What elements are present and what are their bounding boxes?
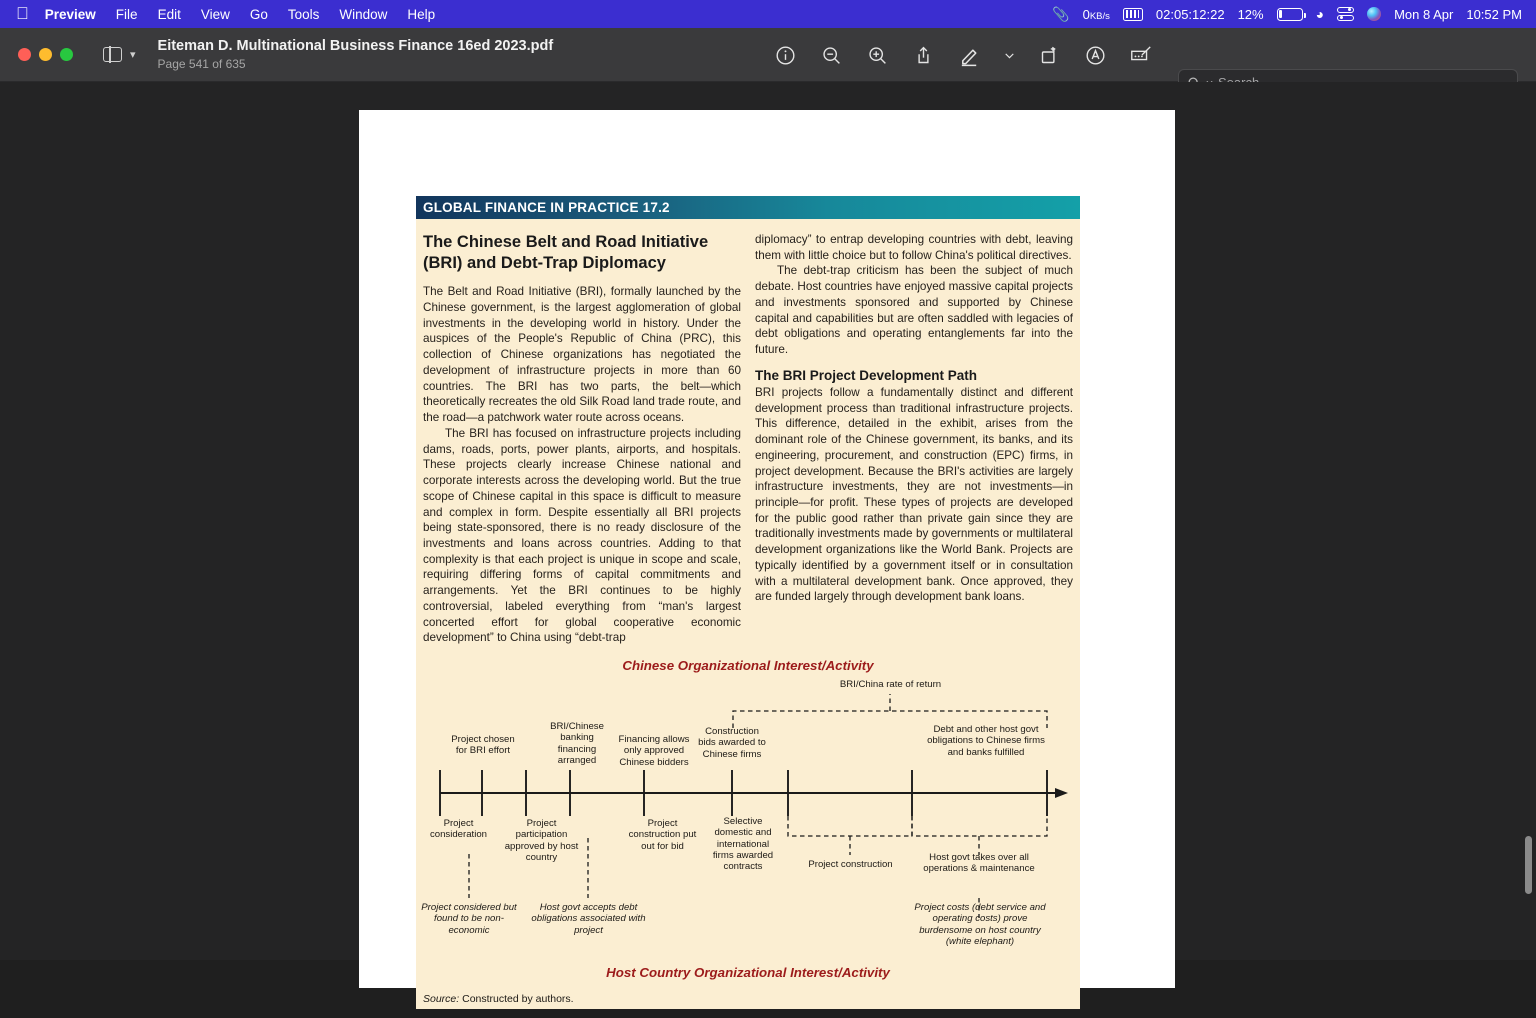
- paperclip-icon[interactable]: 📎: [1052, 5, 1070, 22]
- bracket-bottom-project-construction: [788, 816, 912, 836]
- event-label-above-2: BRI/Chinese banking financing arranged: [550, 721, 604, 767]
- wifi-icon[interactable]: ◕: [1315, 6, 1325, 22]
- right-paragraph-1: diplomacy” to entrap developing countries with debt, leaving them with little choice but to follow China's political directives.: [755, 233, 1073, 262]
- bracket-bottom-host-govt: [912, 816, 1047, 836]
- rotate-icon[interactable]: [1026, 36, 1072, 74]
- left-column: [423, 232, 741, 646]
- menu-bar-status-area: [1052, 6, 1522, 23]
- menu-bar-time[interactable]: 10:52 PM: [1466, 6, 1522, 22]
- zoom-out-icon[interactable]: [808, 36, 854, 74]
- global-finance-banner: [416, 196, 1080, 219]
- share-icon[interactable]: [900, 36, 946, 74]
- article-title: The Chinese Belt and Road Initiative (BRI) and Debt-Trap Diplomacy: [423, 233, 709, 273]
- menu-item-edit[interactable]: Edit: [144, 6, 169, 22]
- bracket-label-rate-of-return: BRI/China rate of return: [839, 679, 942, 691]
- chevron-down-icon[interactable]: ▾: [130, 49, 136, 61]
- source-text: Constructed by authors.: [462, 993, 574, 1005]
- event-label-below-2: Project participation approved by host country: [504, 818, 579, 864]
- close-window-button[interactable]: [18, 48, 31, 61]
- document-title-block: [158, 37, 554, 72]
- menu-item-file[interactable]: File: [103, 6, 125, 22]
- annotation-project-costs: Project costs (debt service and operating costs) prove burdensome on host country (white elephant): [914, 902, 1046, 948]
- event-label-below-1: Project consideration: [429, 818, 488, 841]
- event-label-above-3: Financing allows only approved Chinese bidders: [618, 734, 690, 768]
- cpu-monitor-icon[interactable]: [1123, 8, 1143, 21]
- window-controls: [18, 48, 73, 61]
- document-title: Eiteman D. Multinational Business Finance 16ed 2023.pdf: [157, 37, 554, 54]
- maximize-window-button[interactable]: [60, 48, 73, 61]
- page-indicator: Page 541 of 635: [157, 57, 246, 72]
- menu-item-view[interactable]: View: [188, 6, 218, 22]
- event-label-below-3: Project construction put out for bid: [628, 818, 697, 852]
- source-label: Source:: [423, 993, 460, 1005]
- right-column: [755, 232, 1073, 646]
- event-label-above-1: Project chosen for BRI effort: [451, 734, 515, 757]
- preview-toolbar: [762, 28, 1164, 82]
- vertical-scrollbar[interactable]: [1525, 836, 1532, 894]
- right-subheading: The BRI Project Development Path: [755, 367, 978, 383]
- uptime-indicator[interactable]: 02:05:12:22: [1155, 6, 1225, 22]
- annotation-non-economic: Project considered but found to be non-economic: [421, 902, 517, 936]
- info-icon[interactable]: [762, 36, 808, 74]
- article-body: [416, 219, 1080, 1018]
- menu-item-preview[interactable]: Preview: [32, 6, 84, 22]
- control-center-icon[interactable]: [1337, 7, 1354, 21]
- sidebar-toggle-button[interactable]: [103, 47, 136, 62]
- menu-item-window[interactable]: Window: [326, 6, 375, 22]
- zoom-in-icon[interactable]: [854, 36, 900, 74]
- network-speed-indicator[interactable]: 0KB/s: [1082, 6, 1110, 22]
- event-label-above-5: Debt and other host govt obligations to Chinese firms and banks fulfilled: [927, 724, 1045, 758]
- preview-window: [0, 28, 1536, 1005]
- global-finance-box: [416, 196, 1080, 1009]
- annotate-icon[interactable]: [1072, 36, 1118, 74]
- menu-item-go[interactable]: Go: [237, 6, 256, 22]
- chevron-down-icon[interactable]: [992, 36, 1026, 74]
- pdf-canvas-area[interactable]: [0, 82, 1536, 1005]
- event-label-below-6: Host govt takes over all operations & maintenance: [923, 852, 1035, 875]
- apple-logo-icon[interactable]: [16, 5, 29, 22]
- exhibit-top-title: Chinese Organizational Interest/Activity: [622, 658, 874, 674]
- event-label-below-5: Project construction: [808, 859, 893, 871]
- menu-bar-date[interactable]: Mon 8 Apr: [1394, 6, 1454, 22]
- right-paragraph-3: BRI projects follow a fundamentally distinct and different development process than traditional infrastructure projects. This difference, detailed in the exhibit, arises from the dominant role of the Chinese government, its banks, and its engineering, procurement, and construction (EPC) firms, in project development. Because the BRI's activities are largely infrastructure investments, they are not investments—in principle—for profit. These types of projects are developed for the public good rather than private gain since they are traditionally investments made by governments or multilateral development organizations like the World Bank. Projects are typically identified by a government itself or in consultation with a multilateral development bank. Once approved, they are funded largely through development bank loans.: [755, 385, 1073, 604]
- left-paragraph-2: The BRI has focused on infrastructure projects including dams, roads, ports, power plants, airports, and hospitals. These projects clearly increase Chinese national and corporate interests across the developing world. But the true scope of Chinese capital in this space is difficult to measure and complex in form. Despite essentially all BRI projects being state-sponsored, there is no ready disclosure of the investments and loans across countries. Adding to that complexity is that each project is unique in scope and scale, requiring differing forms of capital commitments and arrangements. Yet the BRI continues to be highly controversial, labeled everything from “man's largest concerted effort for global cooperative economic development” to China using “debt-trap: [423, 426, 741, 645]
- menu-item-help[interactable]: Help: [394, 6, 423, 22]
- exhibit-diagram: [423, 658, 1073, 1018]
- signature-icon[interactable]: [1118, 36, 1164, 74]
- annotation-host-govt-debt: Host govt accepts debt obligations associated with project: [531, 902, 646, 936]
- exhibit-source: [423, 993, 574, 1005]
- markup-icon[interactable]: [946, 36, 992, 74]
- event-label-above-4: Construction bids awarded to Chinese firms: [698, 726, 766, 760]
- siri-icon[interactable]: [1367, 7, 1381, 21]
- event-label-below-4: Selective domestic and international firms awarded contracts: [712, 816, 774, 873]
- left-paragraph-1: The Belt and Road Initiative (BRI), formally launched by the Chinese government, is the largest agglomeration of global investments in the developing world in history. Under the auspices of the People's Republic of China (PRC), this collection of Chinese organizations has negotiated the development of infrastructure projects in more than 60 countries. The BRI has two parts, the belt—which theoretically recreates the old Silk Road land trade route, and the road—a patchwork water route across oceans.: [423, 285, 741, 425]
- right-paragraph-2: The debt-trap criticism has been the subject of much debate. Host countries have enjoyed massive capital projects and investments sponsored and supported by Chinese capital and capabilities but are often saddled with legacies of debt obligations and operating entanglements far into the future.: [755, 264, 1073, 357]
- banner-label: GLOBAL FINANCE IN PRACTICE 17.2: [423, 200, 670, 215]
- menu-item-tools[interactable]: Tools: [275, 6, 307, 22]
- timeline-arrow: [1055, 788, 1068, 798]
- window-titlebar: [0, 28, 1536, 82]
- battery-icon[interactable]: [1277, 8, 1303, 21]
- pdf-page: [359, 110, 1175, 1005]
- minimize-window-button[interactable]: [39, 48, 52, 61]
- sidebar-icon: [103, 47, 122, 62]
- battery-percent-label[interactable]: 12%: [1237, 6, 1264, 22]
- exhibit-bottom-title: Host Country Organizational Interest/Activity: [606, 965, 890, 981]
- macos-menu-bar: [0, 0, 1536, 28]
